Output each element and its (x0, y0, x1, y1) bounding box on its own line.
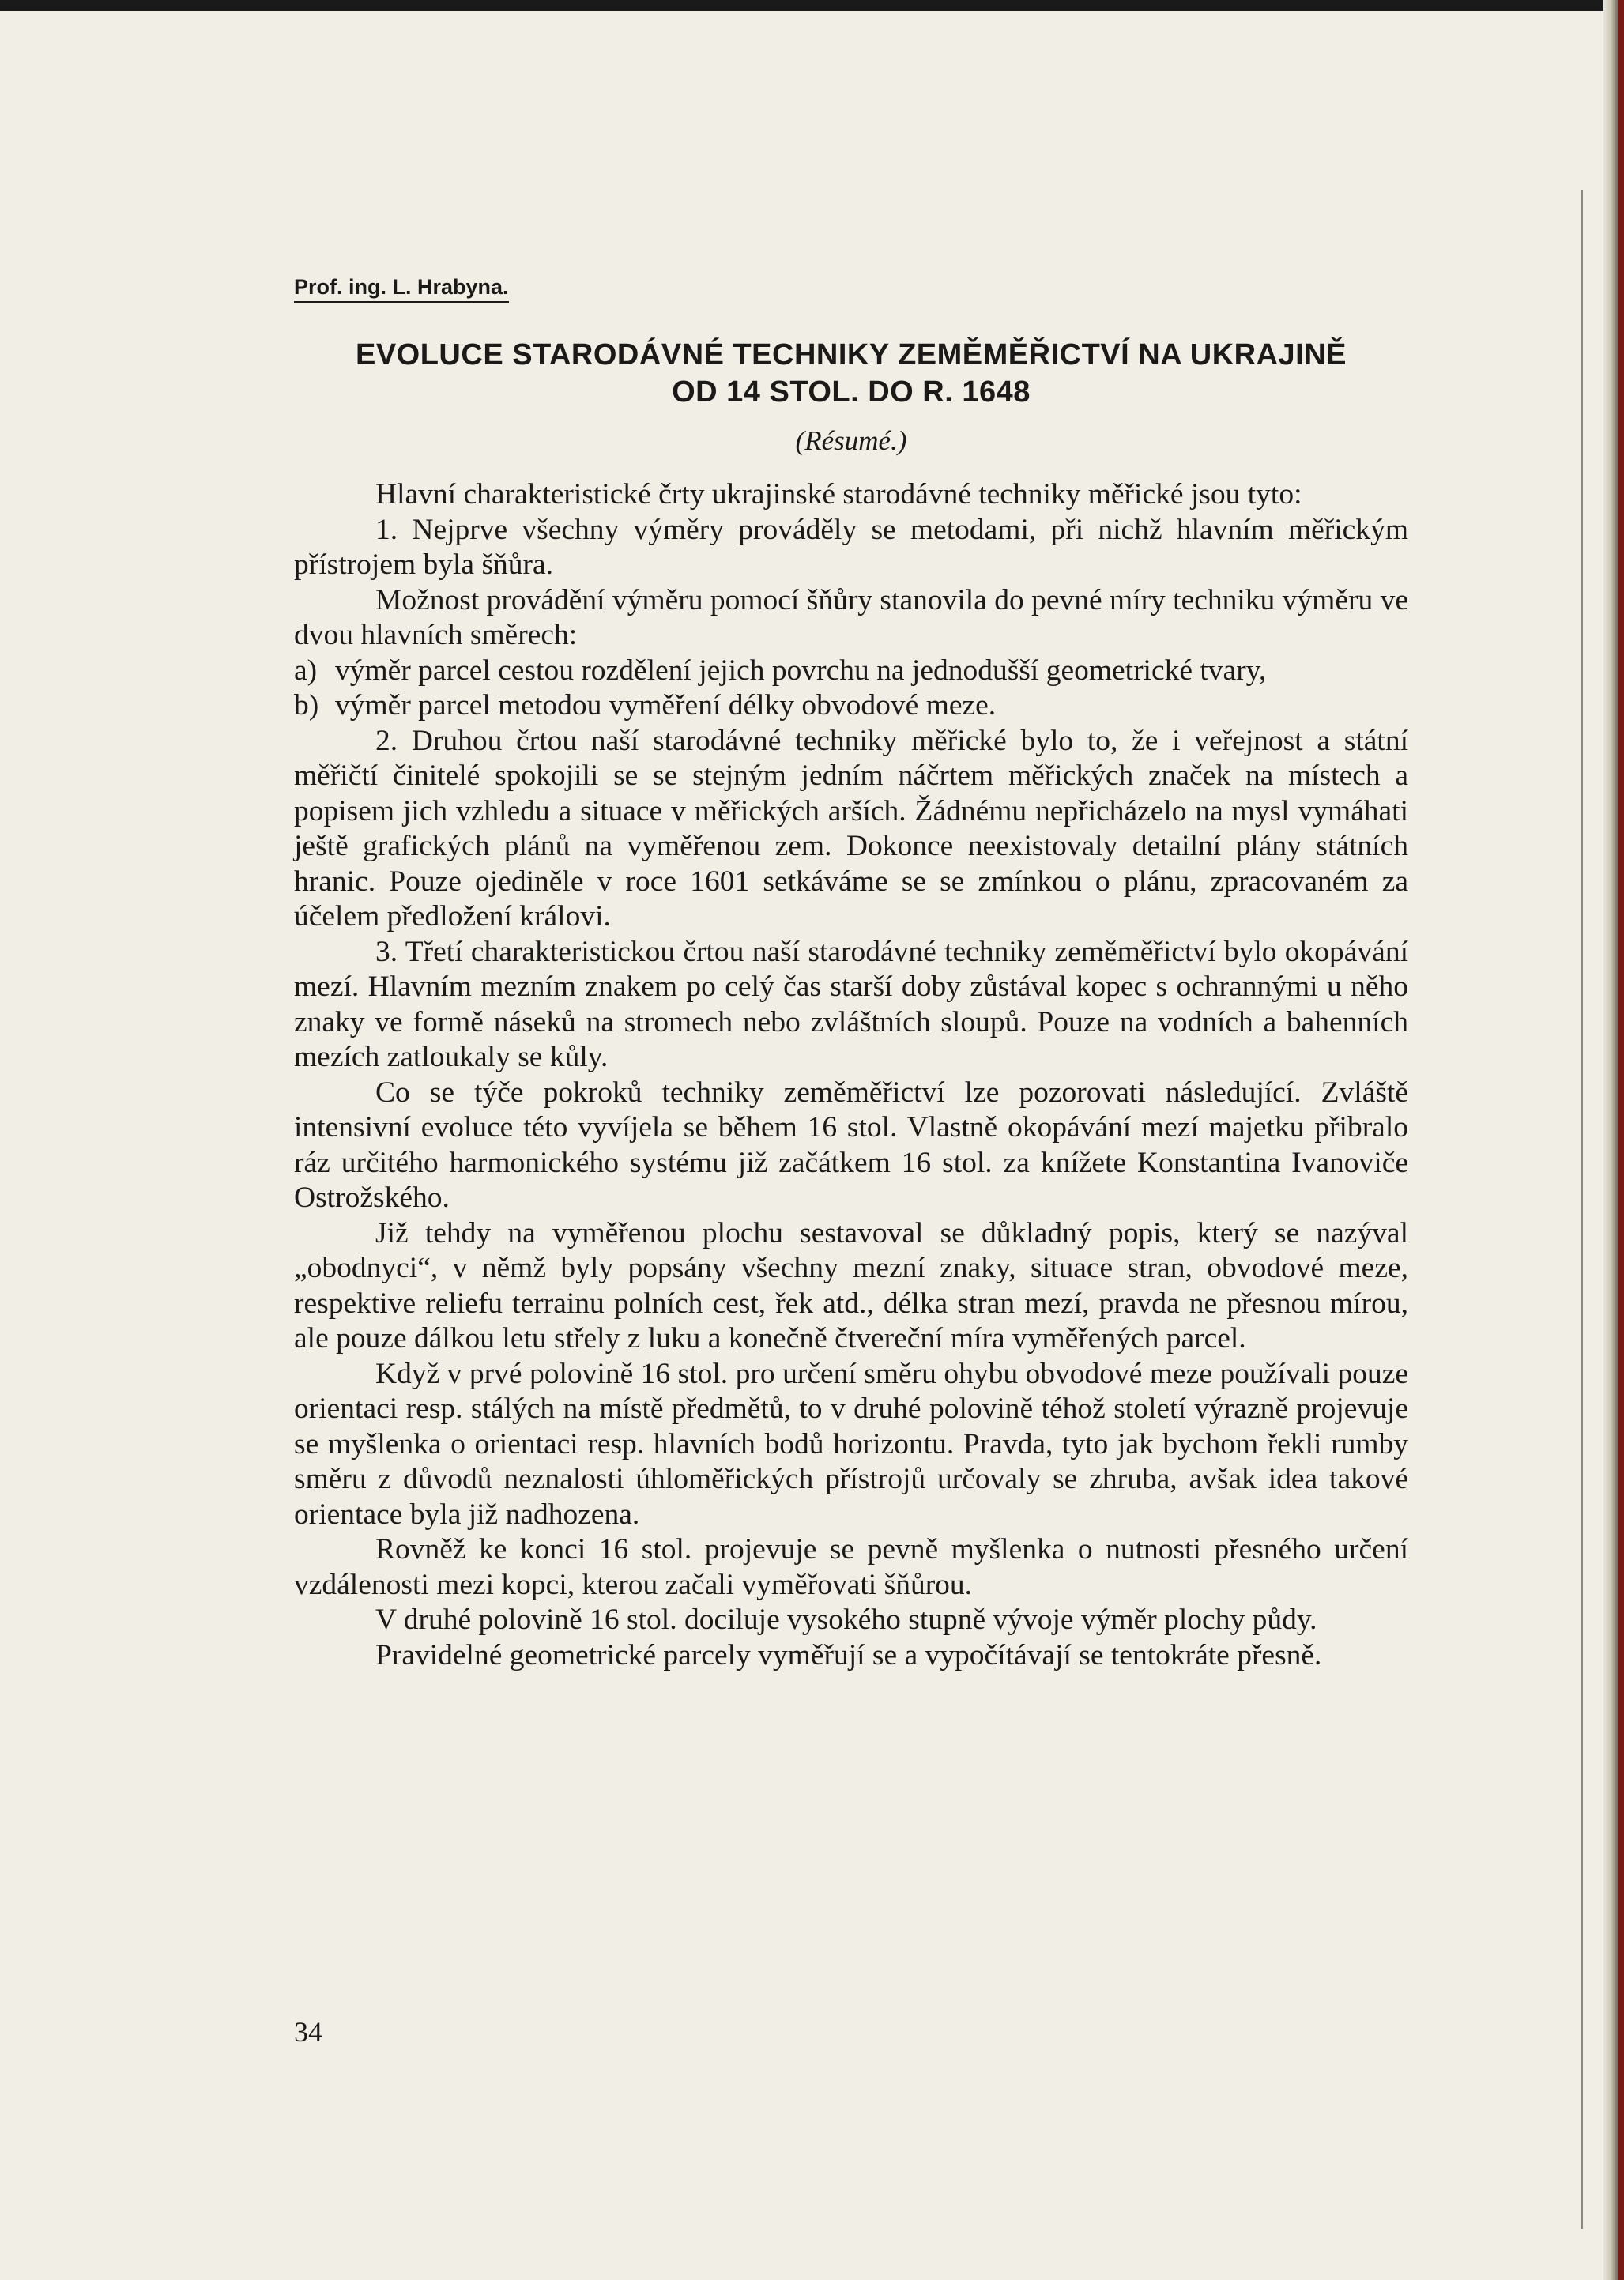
paragraph-point-3: 3. Třetí charakteristickou črtou naší starodávné techniky zeměměřictví bylo okopávání mezí. Hlavním mezním znakem po celý čas starší doby zůstával kopec s ochrannými u něho znaky ve formě náseků na stromech nebo zvláštních sloupů. Pouze na vodních a bahenních mezích zatloukaly se kůly. (294, 935, 1408, 1073)
resume-subtitle: (Résumé.) (795, 425, 907, 456)
binding-shadow-line (1581, 190, 1583, 2229)
title-line-1: EVOLUCE STARODÁVNÉ TECHNIKY ZEMĚMĚŘICTVÍ NA UKRAJINĚ (355, 338, 1347, 371)
paragraph-area-measure: V druhé polovině 16 stol. dociluje vysokého stupně vývoje výměr plochy půdy. (375, 1604, 1317, 1636)
article-body (294, 477, 1408, 1673)
title-line-2: OD 14 STOL. DO R. 1648 (672, 375, 1031, 409)
list-marker-b: b) (294, 689, 319, 722)
paragraph-obodnyci: Již tehdy na vyměřenou plochu sestavoval se důkladný popis, který se nazýval „obodnyci“, v němž byly popsány všechny mezní znaky, situace stran, obvodové meze, respektive reliefu terrainu polních cest, řek atd., délka stran mezí, pravda ne přesnou mírou, ale pouze dálkou letu střely z luku a konečně čtvereční míra vyměřených parcel. (294, 1216, 1408, 1355)
page-number: 34 (294, 2016, 322, 2048)
article-title (294, 337, 1408, 411)
list-item-a-text: výměr parcel cestou rozdělení jejich povrchu na jednodušší geometrické tvary, (335, 654, 1267, 687)
paragraph-geometric-parcels: Pravidelné geometrické parcely vyměřují se a vypočítávají se tentokráte přesně. (375, 1638, 1322, 1671)
paragraph-distance: Rovněž ke konci 16 stol. projevuje se pevně myšlenka o nutnosti přesného určení vzdálenosti mezi kopci, kterou začali vyměřovati šňůrou. (294, 1533, 1408, 1601)
paragraph-intro: Hlavní charakteristické črty ukrajinské starodávné techniky měřické jsou tyto: (375, 478, 1302, 511)
paragraph-point-1: 1. Nejprve všechny výměry prováděly se metodami, při nichž hlavním měřickým přístrojem byla šňůra. (294, 513, 1408, 581)
list-marker-a: a) (294, 654, 318, 687)
list-item-b (294, 688, 1408, 724)
paragraph-progress: Co se týče pokroků techniky zeměměřictví lze pozorovati následující. Zvláště intensivní evoluce této vyvíjela se během 16 stol. Vlastně okopávání mezí majetku přibralo ráz určitého harmonického systému již začátkem 16 stol. za knížete Konstantina Ivanoviče Ostrožského. (294, 1076, 1408, 1214)
author-line: Prof. ing. L. Hrabyna. (294, 275, 509, 303)
paragraph-point-2: 2. Druhou črtou naší starodávné techniky měřické bylo to, že i veřejnost a státní měřičtí činitelé spokojili se se stejným jedním náčrtem měřických značek na místech a popisem jich vzhledu a situace v měřických arších. Žádnému nepřicházelo na mysl vymáhati ještě grafických plánů na vyměřenou zem. Dokonce neexistovaly detailní plány státních hranic. Pouze ojediněle v roce 1601 setkáváme se se zmínkou o plánu, zpracovaném za účelem předložení královi. (294, 724, 1408, 933)
book-spine-red-edge (1618, 0, 1624, 2280)
list-item-a (294, 654, 1408, 689)
paragraph-orientation: Když v prvé polovině 16 stol. pro určení směru ohybu obvodové meze používali pouze orientaci resp. stálých na místě předmětů, to v druhé polovině téhož století výrazně projevuje se myšlenka o orientaci resp. hlavních bodů horizontu. Pravda, tyto jak bychom řekli rumby směru z důvodů neznalosti úhloměřických přístrojů určovaly se zhruba, avšak idea takové orientace byla již nadhozena. (294, 1357, 1408, 1531)
page-top-edge (0, 0, 1624, 11)
list-item-b-text: výměr parcel metodou vyměření délky obvodové meze. (335, 689, 997, 722)
page-content (294, 275, 1408, 1673)
paragraph-possibility: Možnost provádění výměru pomocí šňůry stanovila do pevné míry techniku výměru ve dvou hlavních směrech: (294, 583, 1409, 651)
